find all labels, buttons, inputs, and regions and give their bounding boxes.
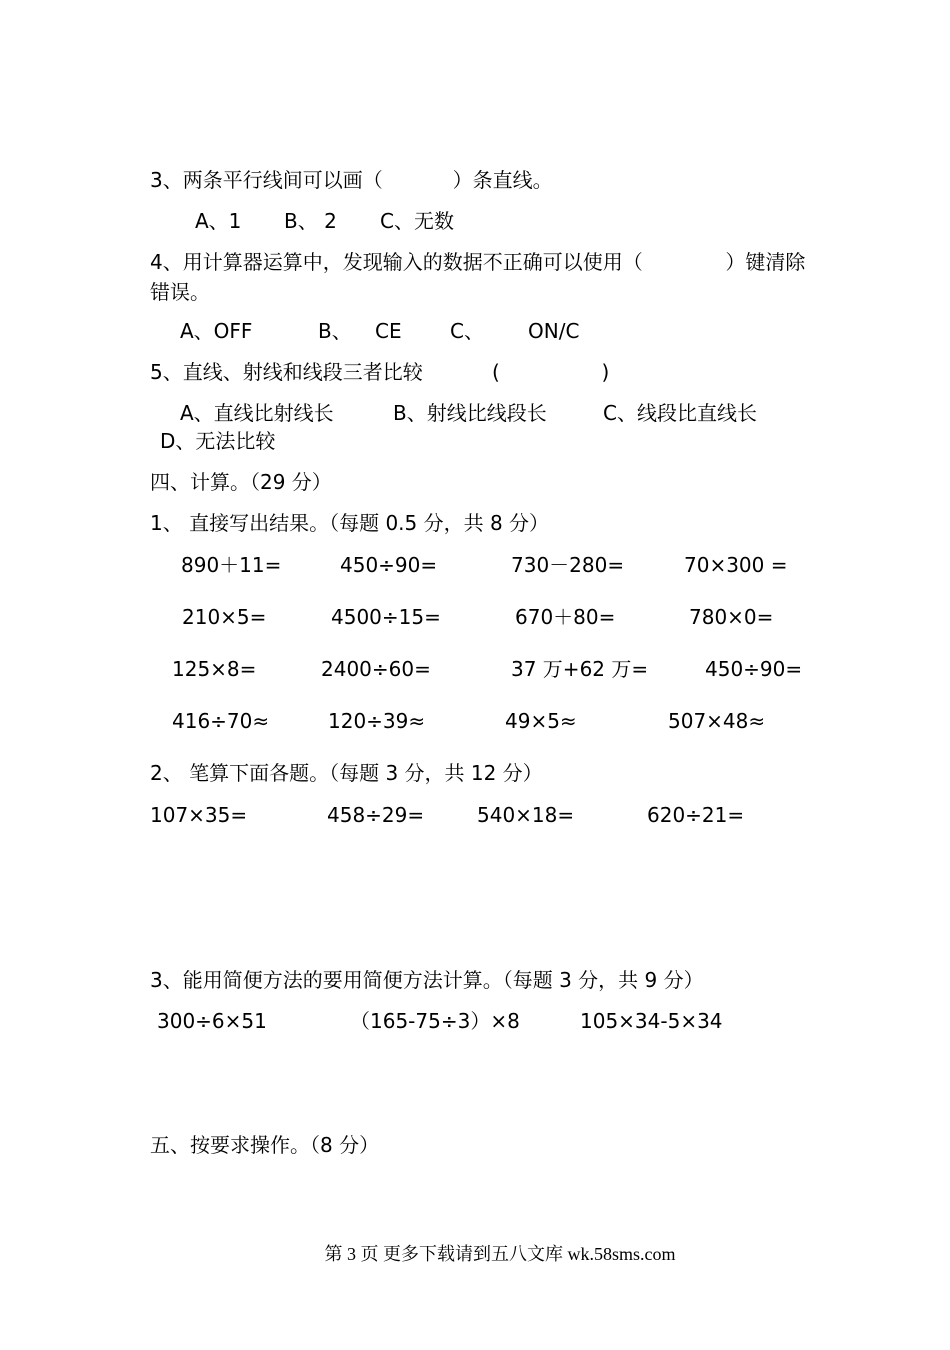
question-4-stem: 4、用计算器运算中，发现输入的数据不正确可以使用（ ）键清除: [150, 250, 806, 274]
question-5-option-a: A、直线比射线长: [180, 401, 334, 425]
question-5-option-c: C、线段比直线长: [603, 401, 757, 425]
oral-calc-item: 120÷39≈: [328, 709, 426, 733]
oral-calc-item: 4500÷15=: [331, 605, 441, 629]
oral-calc-item: 37 万+62 万=: [511, 657, 649, 681]
question-4-option-c-value: ON/C: [528, 319, 580, 343]
oral-calc-item: 780×0=: [689, 605, 774, 629]
question-4-option-a: A、OFF: [180, 319, 253, 343]
oral-calc-item: 2400÷60=: [321, 657, 431, 681]
section-5-title: 五、按要求操作。（8 分）: [150, 1133, 380, 1157]
simplify-calc-item: 300÷6×51: [157, 1009, 267, 1033]
part-1-title: 1、 直接写出结果。（每题 0.5 分，共 8 分）: [150, 511, 550, 535]
question-3-option-b: B、 2: [284, 209, 337, 233]
question-5-stem: 5、直线、射线和线段三者比较: [150, 360, 423, 384]
oral-calc-item: 670＋80=: [515, 605, 616, 629]
oral-calc-item: 49×5≈: [505, 709, 577, 733]
section-4-title: 四、计算。（29 分）: [150, 470, 332, 494]
oral-calc-item: 70×300 =: [684, 553, 788, 577]
simplify-calc-item: （165-75÷3）×8: [350, 1009, 520, 1033]
question-4-option-b: B、: [318, 319, 352, 343]
question-3-stem: 3、两条平行线间可以画（ ）条直线。: [150, 168, 553, 192]
question-4-stem-continued: 错误。: [150, 280, 210, 304]
question-5-answer-paren: ( ): [492, 360, 610, 384]
written-calc-item: 458÷29=: [327, 803, 425, 827]
oral-calc-item: 210×5=: [182, 605, 267, 629]
written-calc-item: 620÷21=: [647, 803, 745, 827]
written-calc-item: 540×18=: [477, 803, 575, 827]
question-4-option-c: C、: [450, 319, 484, 343]
page-footer: 第 3 页 更多下载请到五八文库 wk.58sms.com: [324, 1244, 676, 1264]
oral-calc-item: 507×48≈: [668, 709, 766, 733]
question-4-option-b-value: CE: [375, 319, 402, 343]
written-calc-item: 107×35=: [150, 803, 248, 827]
question-5-option-b: B、射线比线段长: [393, 401, 547, 425]
oral-calc-item: 416÷70≈: [172, 709, 270, 733]
oral-calc-item: 890＋11=: [181, 553, 282, 577]
oral-calc-item: 450÷90=: [705, 657, 803, 681]
simplify-calc-item: 105×34-5×34: [580, 1009, 723, 1033]
oral-calc-item: 730－280=: [511, 553, 625, 577]
question-3-option-c: C、无数: [380, 209, 454, 233]
question-3-option-a: A、1: [195, 209, 242, 233]
question-5-option-d: D、无法比较: [160, 429, 276, 453]
oral-calc-item: 125×8=: [172, 657, 257, 681]
part-3-title: 3、能用简便方法的要用简便方法计算。（每题 3 分，共 9 分）: [150, 968, 704, 992]
oral-calc-item: 450÷90=: [340, 553, 438, 577]
part-2-title: 2、 笔算下面各题。（每题 3 分，共 12 分）: [150, 761, 543, 785]
